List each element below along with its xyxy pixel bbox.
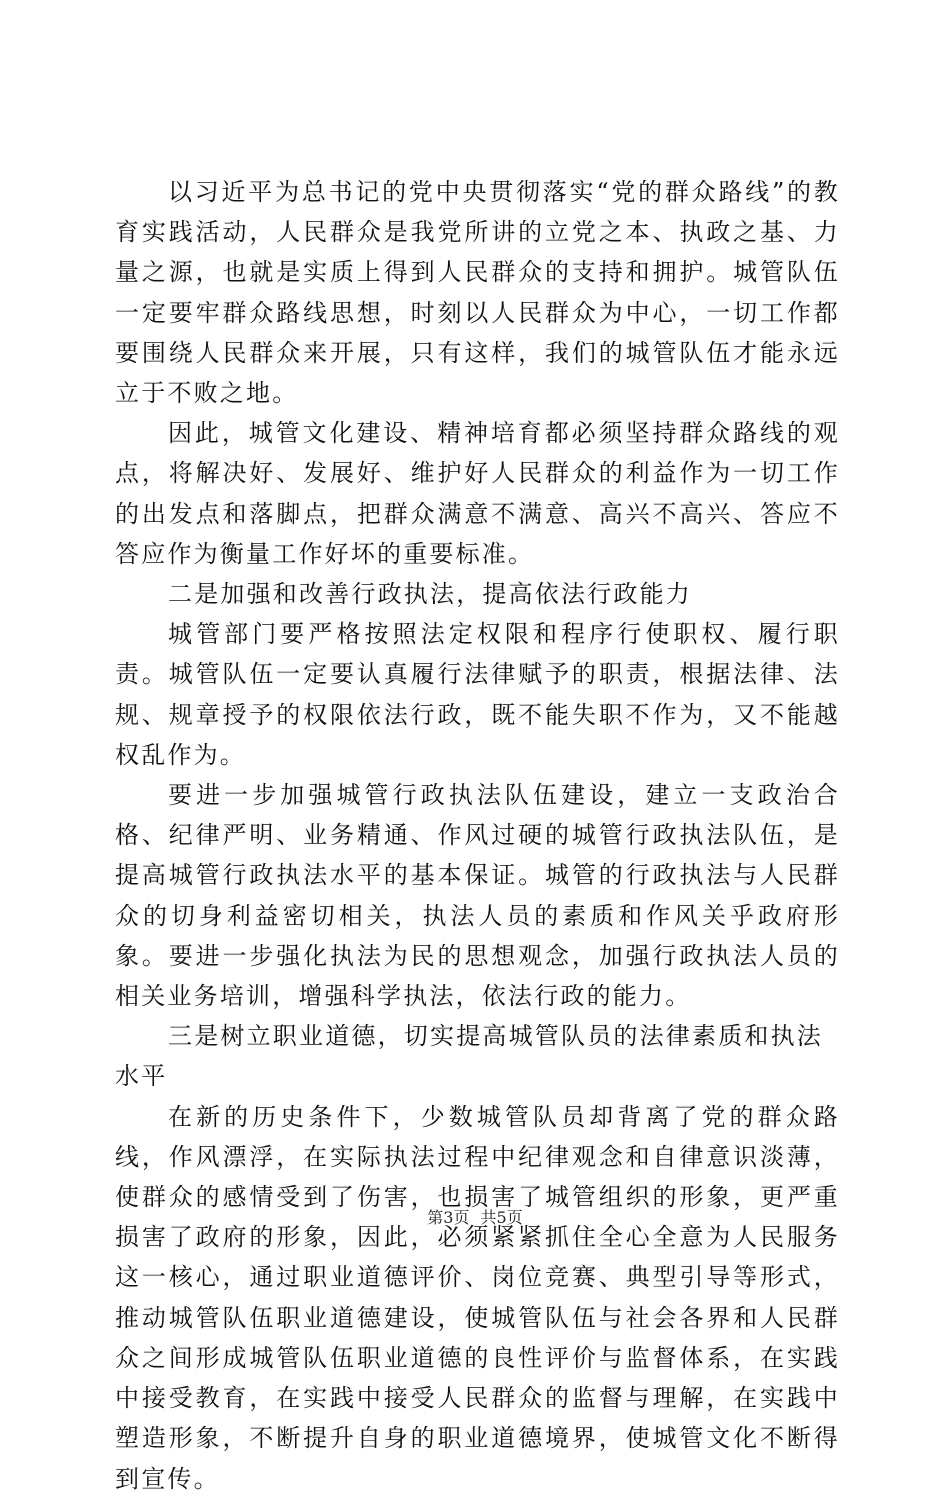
page-total: 共5页 <box>480 1208 523 1227</box>
page-number: 第3页 <box>427 1208 470 1227</box>
paragraph-culture-building: 因此，城管文化建设、精神培育都必须坚持群众路线的观点，将解决好、发展好、维护好人民群众的利益作为一切工作的出发点和落脚点，把群众满意不满意、高兴不高兴、答应不答应作为衡量工作好坏的重要标准。 <box>115 419 840 568</box>
paragraph-mass-line: 以习近平为总书记的党中央贯彻落实“党的群众路线”的教育实践活动，人民群众是我党所讲的立党之本、执政之基、力量之源，也就是实质上得到人民群众的支持和拥护。城管队伍一定要牢群众路线思想，时刻以人民群众为中心，一切工作都要围绕人民群众来开展，只有这样，我们的城管队伍才能永远立于不败之地。 <box>115 178 840 408</box>
page-footer <box>0 1206 950 1230</box>
paragraph-duties: 城管部门要严格按照法定权限和程序行使职权、履行职责。城管队伍一定要认真履行法律赋予的职责，根据法律、法规、规章授予的权限依法行政，既不能失职不作为，又不能越权乱作为。 <box>115 620 840 769</box>
section-heading-law-enforcement: 二是加强和改善行政执法，提高依法行政能力 <box>168 580 692 609</box>
section-heading-professional-ethics: 三是树立职业道德，切实提高城管队员的法律素质和执法水平 <box>115 1022 823 1091</box>
paragraph-ethics: 在新的历史条件下，少数城管队员却背离了党的群众路线，作风漂浮，在实际执法过程中纪律观念和自律意识淡薄，使群众的感情受到了伤害，也损害了城管组织的形象，更严重损害了政府的形象，因此，必须紧紧抓住全心全意为人民服务这一核心，通过职业道德评价、岗位竞赛、典型引导等形式，推动城管队伍职业道德建设，使城管队伍与社会各界和人民群众之间形成城管队伍职业道德的良性评价与监督体系，在实践中接受教育，在实践中接受人民群众的监督与理解，在实践中塑造形象，不断提升自身的职业道德境界，使城管文化不断得到宣传。 <box>115 1102 840 1493</box>
paragraph-team-building: 要进一步加强城管行政执法队伍建设，建立一支政治合格、纪律严明、业务精通、作风过硬的城管行政执法队伍，是提高城管行政执法水平的基本保证。城管的行政执法与人民群众的切身利益密切相关，执法人员的素质和作风关乎政府形象。要进一步强化执法为民的思想观念，加强行政执法人员的相关业务培训，增强科学执法，依法行政的能力。 <box>115 781 840 1011</box>
document-body <box>115 172 840 1499</box>
